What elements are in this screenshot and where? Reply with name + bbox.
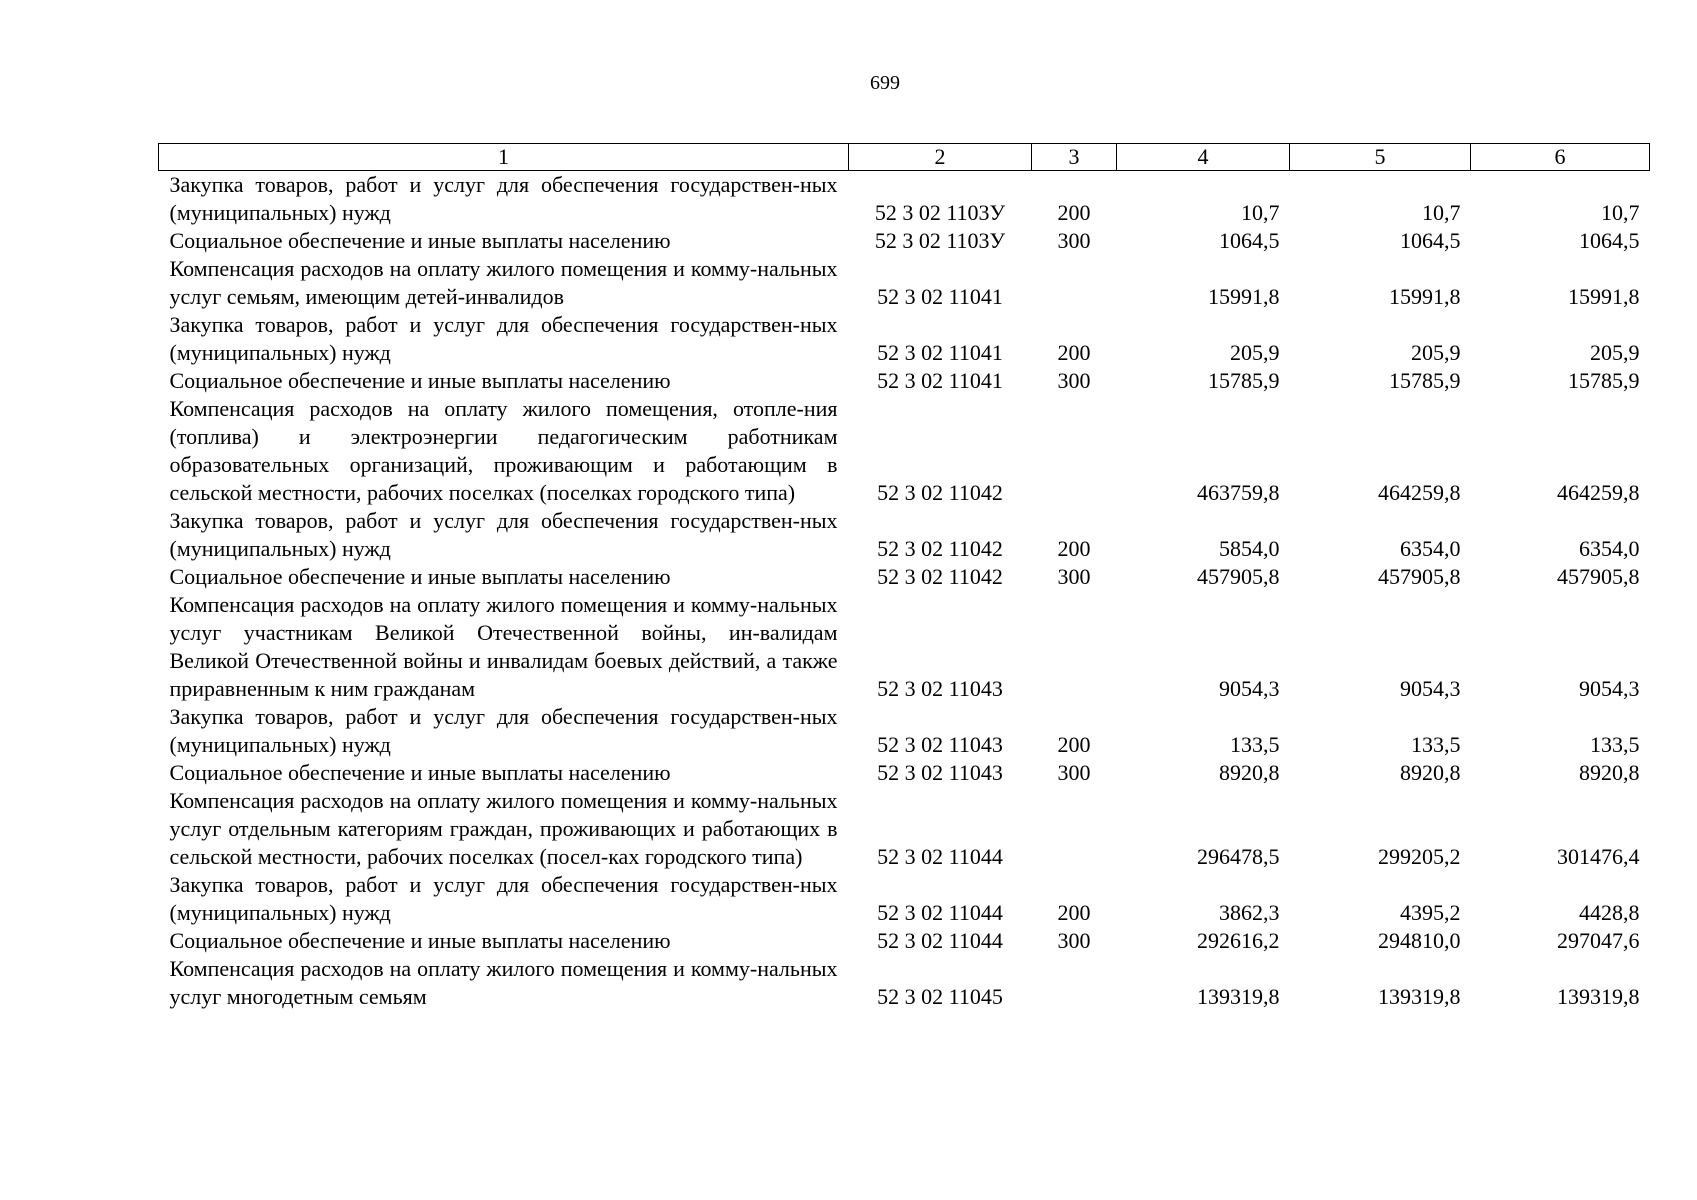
table-row <box>159 955 1650 1011</box>
row-value-col4: 10,7 <box>1241 200 1280 225</box>
row-value-col6: 15785,9 <box>1568 368 1640 393</box>
row-value-col6: 133,5 <box>1590 732 1640 757</box>
row-value-col6: 8920,8 <box>1579 760 1640 785</box>
row-code: 52 3 02 11042 <box>877 564 1003 589</box>
table-row <box>159 759 1650 787</box>
row-value-col5: 133,5 <box>1411 732 1461 757</box>
row-expense-type: 200 <box>1057 900 1091 925</box>
page-number: 699 <box>870 72 900 94</box>
row-code: 52 3 02 11044 <box>877 900 1003 925</box>
table-row <box>159 563 1650 591</box>
row-value-col6: 205,9 <box>1590 340 1640 365</box>
row-value-col5: 205,9 <box>1411 340 1461 365</box>
row-code: 52 3 02 11044 <box>877 928 1003 953</box>
row-description: Социальное обеспечение и иные выплаты населению <box>169 228 671 253</box>
row-code: 52 3 02 1103У <box>874 200 1006 225</box>
row-value-col6: 301476,4 <box>1557 844 1640 869</box>
row-value-col5: 10,7 <box>1422 200 1461 225</box>
row-code: 52 3 02 11043 <box>877 760 1003 785</box>
row-expense-type: 300 <box>1057 228 1091 253</box>
column-header-6: 6 <box>1471 144 1650 171</box>
row-code: 52 3 02 11043 <box>877 732 1003 757</box>
table-row <box>159 255 1650 311</box>
row-value-col5: 9054,3 <box>1400 676 1461 701</box>
row-description: Социальное обеспечение и иные выплаты населению <box>169 760 671 785</box>
row-description: Закупка товаров, работ и услуг для обеспечения государствен-ных (муниципальных) нужд <box>169 508 838 561</box>
column-header-1: 1 <box>159 144 849 171</box>
row-description: Закупка товаров, работ и услуг для обеспечения государствен-ных (муниципальных) нужд <box>169 704 838 757</box>
row-description: Социальное обеспечение и иные выплаты населению <box>169 928 671 953</box>
row-value-col4: 139319,8 <box>1197 984 1280 1009</box>
row-code: 52 3 02 11043 <box>877 676 1003 701</box>
row-expense-type: 300 <box>1057 760 1091 785</box>
row-description: Компенсация расходов на оплату жилого помещения и комму-нальных услуг отдельным категориям граждан, проживающих и работающих в сельской местности, рабочих поселках (посел-ках городского типа) <box>169 788 838 869</box>
row-value-col5: 6354,0 <box>1400 536 1461 561</box>
table-row <box>159 507 1650 563</box>
column-header-3: 3 <box>1032 144 1117 171</box>
table-row <box>159 703 1650 759</box>
row-value-col5: 1064,5 <box>1400 228 1461 253</box>
row-expense-type <box>1032 591 1117 703</box>
row-value-col6: 457905,8 <box>1557 564 1640 589</box>
row-description: Социальное обеспечение и иные выплаты населению <box>169 564 671 589</box>
table-row <box>159 871 1650 927</box>
row-code: 52 3 02 11042 <box>877 480 1003 505</box>
row-code: 52 3 02 11045 <box>877 984 1003 1009</box>
row-value-col6: 15991,8 <box>1568 284 1640 309</box>
table-row <box>159 787 1650 871</box>
row-expense-type: 300 <box>1057 368 1091 393</box>
row-description: Компенсация расходов на оплату жилого помещения и комму-нальных услуг участникам Великой Отечественной войны, ин-валидам Великой Отечественной войны и инвалидам боевых действий, а также приравненным к ним гражданам <box>169 592 838 701</box>
row-value-col5: 299205,2 <box>1378 844 1461 869</box>
row-value-col4: 3862,3 <box>1219 900 1280 925</box>
row-description: Закупка товаров, работ и услуг для обеспечения государствен-ных (муниципальных) нужд <box>169 312 838 365</box>
row-value-col4: 296478,5 <box>1197 844 1280 869</box>
table-row <box>159 927 1650 955</box>
row-value-col4: 292616,2 <box>1197 928 1280 953</box>
table-row <box>159 171 1650 228</box>
row-value-col6: 10,7 <box>1601 200 1640 225</box>
row-value-col6: 4428,8 <box>1579 900 1640 925</box>
row-value-col5: 15991,8 <box>1389 284 1461 309</box>
row-value-col4: 1064,5 <box>1219 228 1280 253</box>
row-code: 52 3 02 11042 <box>877 536 1003 561</box>
row-value-col6: 6354,0 <box>1579 536 1640 561</box>
row-code: 52 3 02 11044 <box>877 844 1003 869</box>
row-value-col4: 8920,8 <box>1219 760 1280 785</box>
column-header-5: 5 <box>1290 144 1471 171</box>
row-description: Компенсация расходов на оплату жилого помещения и комму-нальных услуг многодетным семьям <box>169 956 838 1009</box>
row-expense-type: 200 <box>1057 200 1091 225</box>
table-body <box>159 171 1650 1012</box>
row-expense-type <box>1032 255 1117 311</box>
row-code: 52 3 02 11041 <box>877 368 1003 393</box>
row-value-col5: 464259,8 <box>1378 480 1461 505</box>
row-description: Закупка товаров, работ и услуг для обеспечения государствен-ных (муниципальных) нужд <box>169 872 838 925</box>
table-row <box>159 311 1650 367</box>
column-header-2: 2 <box>849 144 1032 171</box>
row-value-col6: 9054,3 <box>1579 676 1640 701</box>
row-value-col4: 15785,9 <box>1208 368 1280 393</box>
row-value-col4: 133,5 <box>1230 732 1280 757</box>
row-value-col4: 5854,0 <box>1219 536 1280 561</box>
row-value-col6: 1064,5 <box>1579 228 1640 253</box>
row-value-col4: 205,9 <box>1230 340 1280 365</box>
row-expense-type: 200 <box>1057 732 1091 757</box>
row-value-col6: 139319,8 <box>1557 984 1640 1009</box>
row-description: Компенсация расходов на оплату жилого помещения, отопле-ния (топлива) и электроэнергии педагогическим работникам образовательных организаций, проживающим и работающим в сельской местности, рабочих поселках (поселках городского типа) <box>169 396 838 505</box>
row-expense-type: 300 <box>1057 928 1091 953</box>
row-code: 52 3 02 11041 <box>877 340 1003 365</box>
row-value-col4: 463759,8 <box>1197 480 1280 505</box>
row-expense-type: 200 <box>1057 340 1091 365</box>
table-row <box>159 591 1650 703</box>
row-value-col5: 8920,8 <box>1400 760 1461 785</box>
row-value-col5: 294810,0 <box>1378 928 1461 953</box>
row-value-col6: 297047,6 <box>1557 928 1640 953</box>
column-header-4: 4 <box>1117 144 1290 171</box>
row-value-col5: 15785,9 <box>1389 368 1461 393</box>
row-expense-type: 300 <box>1057 564 1091 589</box>
budget-table <box>158 143 1650 1011</box>
row-description: Компенсация расходов на оплату жилого помещения и комму-нальных услуг семьям, имеющим детей-инвалидов <box>169 256 838 309</box>
row-value-col4: 15991,8 <box>1208 284 1280 309</box>
row-expense-type <box>1032 787 1117 871</box>
table-row <box>159 367 1650 395</box>
row-value-col5: 457905,8 <box>1378 564 1461 589</box>
row-value-col5: 4395,2 <box>1400 900 1461 925</box>
row-value-col4: 9054,3 <box>1219 676 1280 701</box>
row-code: 52 3 02 1103У <box>874 228 1006 253</box>
header-row <box>159 144 1650 171</box>
table-row <box>159 395 1650 507</box>
table-row <box>159 227 1650 255</box>
row-expense-type <box>1032 395 1117 507</box>
row-value-col5: 139319,8 <box>1378 984 1461 1009</box>
row-description: Закупка товаров, работ и услуг для обеспечения государствен-ных (муниципальных) нужд <box>169 172 838 225</box>
row-code: 52 3 02 11041 <box>877 284 1003 309</box>
row-expense-type <box>1032 955 1117 1011</box>
row-value-col6: 464259,8 <box>1557 480 1640 505</box>
row-description: Социальное обеспечение и иные выплаты населению <box>169 368 671 393</box>
row-value-col4: 457905,8 <box>1197 564 1280 589</box>
row-expense-type: 200 <box>1057 536 1091 561</box>
